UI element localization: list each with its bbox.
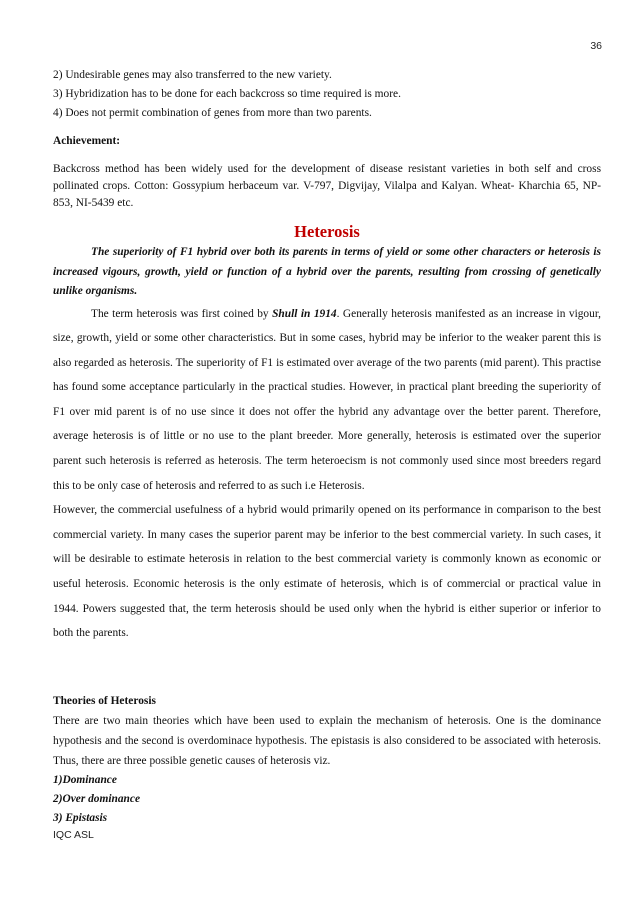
para1-emphasis: Shull in 1914 [272,307,337,320]
page-number: 36 [590,40,602,52]
heterosis-definition: The superiority of F1 hybrid over both its parents in terms of yield or some other characters or heterosis is increased vigours, growth, yield or function of a hybrid over the parents, resulting from crossing of genetically unlike organisms. [53,246,601,297]
heterosis-body [53,302,601,646]
theories-heading: Theories of Heterosis [53,694,156,707]
heterosis-paragraph-1 [53,302,601,499]
para1-rest: . Generally heterosis manifested as an increase in vigour, size, growth, yield or some other characteristics. But in some cases, hybrid may be inferior to the weaker parent this is also regarded as heterosis. The superiority of F1 is estimated over average of the two parents (mid parent). This practise has found some acceptance particularly in the practical studies. However, in practical plant breeding the superiority of F1 over mid parent is of no use since it does not offer the hybrid any advantage over the better parent. Therefore, average heterosis is of little or no use to the plant breeder. More generally, heterosis is estimated over the superior parent such heterosis is referred as heterosis. The term heteroecism is not commonly used since most breeders regard this to be only case of heterosis and referred to as such i.e Heterosis. [53,307,601,492]
achievement-text: Backcross method has been widely used for the development of disease resistant varieties in both self and cross pollinated crops. Cotton: Gossypium herbaceum var. V-797, Digvijay, Vilalpa and Kalyan. Wheat- Kharchia 65, NP-853, NI-5439 etc. [53,163,601,209]
heterosis-paragraph-2: However, the commercial usefulness of a hybrid would primarily opened on its performance in comparison to the best commercial variety. In many cases the superior parent may be inferior to the best commercial variety. In such cases, it will be desirable to estimate heterosis in relation to the best commercial variety is commonly known as economic or useful heterosis. Economic heterosis is the only estimate of heterosis, which is of commercial or practical value in 1944. Powers suggested that, the term heterosis should be used only when the hybrid is either superior or inferior to both the parents. [53,504,601,640]
achievement-heading: Achievement: [53,135,121,147]
list-item: 4) Does not permit combination of genes from more than two parents. [53,107,372,119]
list-item: 3) Hybridization has to be done for each backcross so time required is more. [53,88,401,100]
theory-item: 1)Dominance [53,773,117,786]
list-item: 2) Undesirable genes may also transferred to the new variety. [53,69,332,81]
para1-start: The term heterosis was first coined by [91,307,273,320]
section-title-heterosis: Heterosis [294,222,360,241]
page-footer: IQC ASL [53,829,94,841]
theory-item: 3) Epistasis [53,811,108,824]
page-content [53,66,601,828]
theory-item: 2)Over dominance [53,792,140,805]
theories-text: There are two main theories which have been used to explain the mechanism of heterosis. One is the dominance hypothesis and the second is overdominace hypothesis. The epistasis is also considered to be associated with heterosis. Thus, there are three possible genetic causes of heterosis viz. [53,714,601,767]
